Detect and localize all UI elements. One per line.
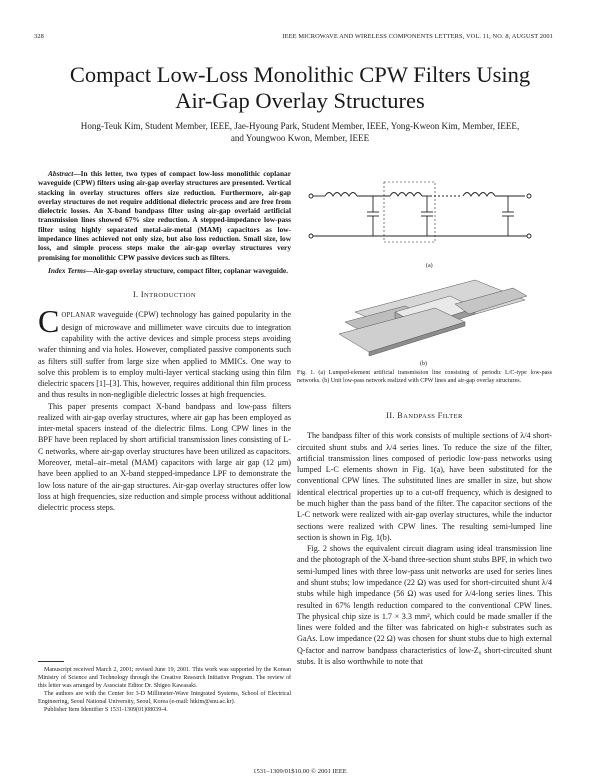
index-terms bbox=[38, 266, 291, 275]
journal-header: IEEE MICROWAVE AND WIRELESS COMPONENTS LETTERS, VOL. 11, NO. 8, AUGUST 2001 bbox=[282, 33, 553, 40]
intro-paragraph-2: This paper presents compact X-band bandpass and low-pass filters realized with air-gap overlay structures, where air gap has been employed as inter-metal spacers instead of the dielectric films. Long CPW lines in the BPF have been replaced by short artificial transmission lines consisting of L-C networks, where air-gap overlay structures have been utilized as capacitors. Moreover, metal–air–metal (MAM) capacitors with large air gap (12 μm) have been applied to an X-band stepped-impedance LPF to demonstrate the low loss nature of the air-gap structures. Air-gap overlay structures offer low loss at high frequencies, size reduction and simple process without additional dielectric process steps. bbox=[38, 401, 291, 513]
section-1-cap: I bbox=[140, 290, 145, 300]
section-1-number: I. bbox=[132, 290, 139, 300]
drop-cap: C bbox=[38, 303, 60, 340]
footnote bbox=[38, 666, 291, 714]
left-column bbox=[38, 169, 291, 513]
index-terms-text: —Air-gap overlay structure, compact filter, coplanar waveguide. bbox=[85, 265, 289, 275]
intro-paragraph-1 bbox=[38, 303, 291, 400]
abstract-text: —In this letter, two types of compact low-loss monolithic coplanar waveguide (CPW) filters using air-gap overlay structures are presented. Vertical stacking in overlay structures offers size reduction. Furthermore, air-gap overlay structures do not require additional dielectric process and are free from dielectric losses. An X-band bandpass filter using air-gap overlaid artificial transmission lines showed 67% size reduction. A stepped-impedance low-pass filter using highly separated metal-air-metal (MAM) capacitors as low-impedance lines achieved not only size, but also loss reduction. Small size, low loss, and simple process steps make the air-gap overlay structures very promising for monolithic CPW passive devices such as filters. bbox=[38, 169, 291, 262]
bpf-paragraph-1: The bandpass filter of this work consists of multiple sections of λ/4 short-circuited shunt stubs and λ/4 series lines. To reduce the size of the filter, artificial transmission lines composed of periodic low-pass networks using lumped L-C elements shown in Fig. 1(a), have been substituted for the conventional CPW lines. The substituted lines are smaller in size, but show identical electrical properties up to a cut-off frequency, which is designed to be much higher than the pass band of the filter. The capacitor sections of the L-C network were realized with air-gap overlay structures, while the inductor sections were realized with CPW lines. The resulting semi-lumped line section is shown in Fig. 1(b). bbox=[297, 431, 552, 542]
abstract-label: Abstract bbox=[48, 169, 74, 178]
title-line-2: Air-Gap Overlay Structures bbox=[175, 88, 425, 113]
section-2-rest-1: ANDPASS bbox=[403, 413, 436, 420]
figure-1-caption: Fig. 1. (a) Lumped-element artificial transmission line consisting of periodic L/C-type low-pass networks. (b) Unit low-pass network realized with CPW lines and air-gap overlay structures. bbox=[297, 370, 552, 384]
figure-1a-circuit bbox=[305, 176, 555, 270]
bpf-paragraph-2: Fig. 2 shows the equivalent circuit diagram using ideal transmission line and the photograph of the X-band three-section shunt stubs BPF, in which two semi-lumped lines with three low-pass unit networks are used for series lines and shunt stubs; low impedance (22 Ω) was used for short-circuited shunt λ/4 stubs while high impedance (56 Ω) was used for λ/4-long series lines. This resulted in 67% length reduction compared to the conventional CPW lines. The physical chip size is 1.7 × 3.3 mm², which could be made smaller if the lines were folded and the filter was fabricated on high-ε substrates such as GaAs. Low impedance (22 Ω) was chosen for shunt stubs due to high external Q-factor and narrow bandpass characteristics of low-Z₀ short-circuited shunt stubs. It is also worthwhile to note that bbox=[297, 544, 552, 666]
section-1-rest: NTRODUCTION bbox=[144, 292, 197, 300]
footnote-rule bbox=[38, 661, 64, 662]
right-column bbox=[297, 406, 552, 667]
section-2-rest-2: ILTER bbox=[442, 413, 463, 420]
footnote-manuscript: Manuscript received March 2, 2001; revised June 19, 2001. This work was supported by the Korean Ministry of Science and Technology through the Creative Research Initiative Program. The review of this letter was arranged by Associate Editor Dr. Shigeo Kawasaki. bbox=[38, 667, 291, 690]
intro-p1-text: waveguide (CPW) technology has gained popularity in the design of microwave and millimeter wave circuits due to integration capability with the active devices and simple process steps avoiding wafer thinning and via holes. However, compliated passive components such as filters still suffer from large size when applied to MMICs. One way to solve this problem is to employ multi-layer vertical stacking using thin film dielectric spacers [1]–[3]. This, however, requires additional thin film process and thus results in non-negligible dielectric losses at high frequencies. bbox=[38, 310, 291, 400]
authors-line-2: and Youngwoo Kwon, Member, IEEE bbox=[230, 133, 370, 144]
figure-1b-structure bbox=[335, 272, 530, 360]
footnote-identifier: Publisher Item Identifier S 1531-1309(01)08039-4. bbox=[44, 707, 168, 714]
section-1-heading bbox=[38, 289, 291, 301]
abstract bbox=[38, 169, 291, 262]
page-number: 328 bbox=[34, 33, 44, 40]
author-list bbox=[40, 120, 560, 144]
figure-1b-label: (b) bbox=[420, 361, 427, 367]
section-2-cap-1: B bbox=[397, 411, 404, 420]
copyright-line: 1531–1309/01$10.00 © 2001 IEEE bbox=[253, 768, 347, 775]
index-terms-label: Index Terms bbox=[48, 265, 86, 275]
section-2-heading bbox=[297, 410, 552, 422]
section-2-cap-2: F bbox=[437, 411, 443, 420]
footnote-affiliation: The authors are with the Center for 3-D Millimeter-Wave Integrated Systems, School of Electrical Engineering, Seoul National University, Seoul, Korea (e-mail: htkim@snu.ac.kr). bbox=[38, 691, 291, 706]
intro-first-word: OPLANAR bbox=[61, 312, 96, 320]
paper-title bbox=[0, 62, 600, 114]
title-line-1: Compact Low-Loss Monolithic CPW Filters Using bbox=[69, 62, 531, 87]
figure-1a-label: (a) bbox=[426, 263, 433, 269]
section-2-number: II. bbox=[386, 411, 395, 420]
authors-line-1: Hong-Teuk Kim, Student Member, IEEE, Jae-Hyoung Park, Student Member, IEEE, Yong-Kweon Kim, Member, IEEE, bbox=[80, 121, 520, 131]
